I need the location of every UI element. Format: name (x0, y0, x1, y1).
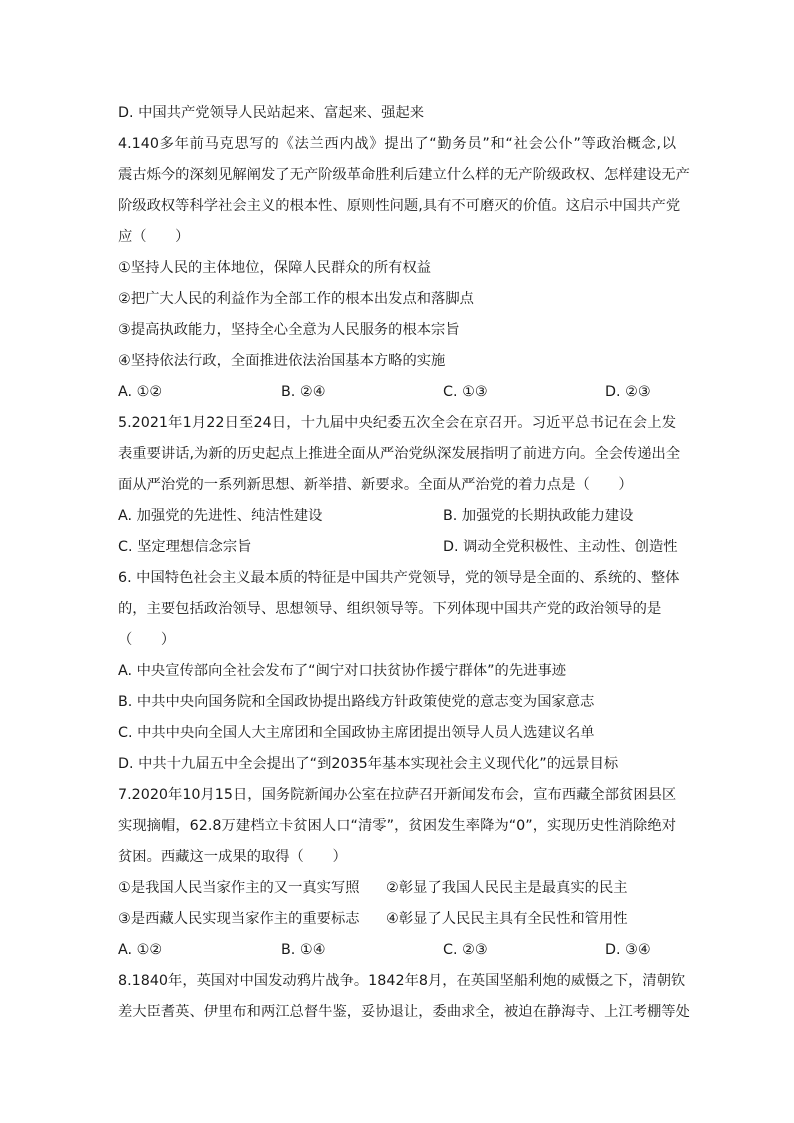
q5-stem-line: 表重要讲话,为新的历史起点上推进全面从严治党纵深发展指明了前进方向。全会传递出全 (118, 446, 681, 462)
q7-stem-line: 7.2020年10月15日，国务院新闻办公室在拉萨召开新闻发布会，宣布西藏全部贫困县区 (118, 787, 677, 803)
q7-option-b[interactable]: B. ①④ (281, 942, 326, 958)
q7-option-a[interactable]: A. ①② (118, 942, 163, 958)
q4-stem-line: 阶级政权等科学社会主义的根本性、原则性问题,具有不可磨灭的价值。这启示中国共产党 (118, 198, 681, 214)
q4-option-d[interactable]: D. ②③ (605, 384, 651, 400)
q6-option-c[interactable]: C. 中共中央向全国人大主席团和全国政协主席团提出领导人员人选建议名单 (118, 725, 595, 741)
q7-statement: ③是西藏人民实现当家作主的重要标志 (118, 911, 360, 927)
q7-stem-line: 实现摘帽，62.8万建档立卡贫困人口“清零”，贫困发生率降为“0”，实现历史性消除绝对 (118, 818, 676, 834)
q5-option-d[interactable]: D. 调动全党积极性、主动性、创造性 (443, 539, 678, 555)
q4-stem-line: 应（ ） (118, 229, 190, 245)
q4-option-b[interactable]: B. ②④ (281, 384, 326, 400)
q6-option-a[interactable]: A. 中央宣传部向全社会发布了“闽宁对口扶贫协作援宁群体”的先进事迹 (118, 663, 567, 679)
q6-option-b[interactable]: B. 中共中央向国务院和全国政协提出路线方针政策使党的意志变为国家意志 (118, 694, 595, 710)
q4-statement: ④坚持依法行政，全面推进依法治国基本方略的实施 (118, 353, 446, 369)
q5-stem-line: 面从严治党的一系列新思想、新举措、新要求。全面从严治党的着力点是（ ） (118, 477, 633, 493)
q8-stem-line: 差大臣耆英、伊里布和两江总督牛鉴，妥协退让，委曲求全，被迫在静海寺、上江考棚等处 (118, 1004, 690, 1020)
q4-stem-line: 震古烁今的深刻见解阐发了无产阶级革命胜利后建立什么样的无产阶级政权、怎样建设无产 (118, 167, 690, 183)
q5-stem-line: 5.2021年1月22日至24日，十九届中央纪委五次全会在京召开。习近平总书记在会上发 (118, 415, 676, 431)
q6-option-d[interactable]: D. 中共十九届五中全会提出了“到2035年基本实现社会主义现代化”的远景目标 (118, 756, 619, 772)
q5-option-c[interactable]: C. 坚定理想信念宗旨 (118, 539, 252, 555)
q7-statement: ④彰显了人民民主具有全民性和管用性 (386, 911, 628, 927)
q4-statement: ②把广大人民的利益作为全部工作的根本出发点和落脚点 (118, 291, 474, 307)
q6-stem-line: 6. 中国特色社会主义最本质的特征是中国共产党领导，党的领导是全面的、系统的、整体 (118, 570, 680, 586)
q4-option-c[interactable]: C. ①③ (443, 384, 488, 400)
q6-stem-line: （ ） (118, 632, 176, 648)
q3-option-d: D. 中国共产党领导人民站起来、富起来、强起来 (118, 105, 425, 121)
q7-stem-line: 贫困。西藏这一成果的取得（ ） (118, 849, 347, 865)
q4-statement: ③提高执政能力，坚持全心全意为人民服务的根本宗旨 (118, 322, 460, 338)
q4-option-a[interactable]: A. ①② (118, 384, 163, 400)
q7-option-d[interactable]: D. ③④ (605, 942, 651, 958)
q7-option-c[interactable]: C. ②③ (443, 942, 488, 958)
q5-option-a[interactable]: A. 加强党的先进性、纯洁性建设 (118, 508, 323, 524)
q7-statement: ②彰显了我国人民民主是最真实的民主 (386, 880, 628, 896)
q5-option-b[interactable]: B. 加强党的长期执政能力建设 (443, 508, 634, 524)
q8-stem-line: 8.1840年，英国对中国发动鸦片战争。1842年8月，在英国坚船利炮的威慑之下，清朝钦 (118, 973, 686, 989)
q4-stem-line: 4.140多年前马克思写的《法兰西内战》提出了“勤务员”和“社会公仆”等政治概念,以 (118, 136, 676, 152)
q6-stem-line: 的，主要包括政治领导、思想领导、组织领导等。下列体现中国共产党的政治领导的是 (118, 601, 662, 617)
q7-statement: ①是我国人民当家作主的又一真实写照 (118, 880, 360, 896)
q4-statement: ①坚持人民的主体地位，保障人民群众的所有权益 (118, 260, 432, 276)
